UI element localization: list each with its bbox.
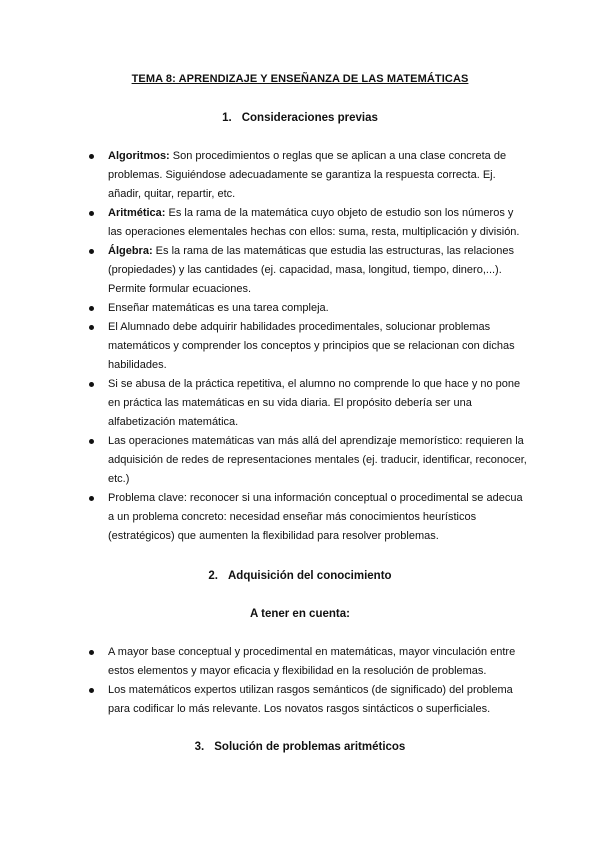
bullet-icon (89, 382, 94, 387)
list-item-text: Las operaciones matemáticas van más allá del aprendizaje memorístico: requieren la adquisición de redes de representaciones mentales (ej. traducir, identificar, reconocer, etc.) (108, 435, 527, 485)
list-item-term: Aritmética: (108, 207, 166, 219)
section-3-title: Solución de problemas aritméticos (214, 741, 406, 753)
section-2-title: Adquisición del conocimiento (228, 570, 392, 582)
list-item-term: Álgebra: (108, 245, 153, 257)
list-item-text: Es la rama de la matemática cuyo objeto de estudio son los números y las operaciones elementales hechas con ellos: suma, resta, multiplicación y división. (108, 207, 520, 238)
section-1-number: 1. (222, 112, 232, 124)
list-item (89, 643, 529, 681)
list-item (89, 147, 529, 204)
list-item (89, 204, 529, 242)
list-item (89, 299, 529, 318)
section-2-subtitle (0, 608, 600, 620)
section-2-number: 2. (208, 570, 218, 582)
bullet-icon (89, 650, 94, 655)
list-item (89, 375, 529, 432)
list-item-text: El Alumnado debe adquirir habilidades procedimentales, solucionar problemas matemáticos y comprender los conceptos y principios que se relacionan con dichas habilidades. (108, 321, 515, 371)
list-item-text: Enseñar matemáticas es una tarea compleja. (108, 302, 329, 314)
section-3-number: 3. (194, 741, 205, 753)
list-item (89, 489, 529, 546)
list-item (89, 681, 529, 719)
section-2-heading (0, 570, 600, 582)
document-title (0, 73, 600, 85)
section-2-subtitle-text: A tener en cuenta: (250, 608, 350, 620)
bullet-icon (89, 688, 94, 693)
bullet-icon (89, 496, 94, 501)
list-item-text: Es la rama de las matemáticas que estudia las estructuras, las relaciones (propiedades) y las cantidades (ej. capacidad, masa, longitud, tiempo, dinero,...). Permite formular ecuaciones. (108, 245, 514, 295)
list-item-text: Son procedimientos o reglas que se aplican a una clase concreta de problemas. Siguiéndose adecuadamente se garantiza la respuesta correcta. Ej. añadir, quitar, repartir, etc. (108, 150, 507, 200)
list-item (89, 242, 529, 299)
document-title-text: TEMA 8: APRENDIZAJE Y ENSEÑANZA DE LAS MATEMÁTICAS (131, 73, 469, 85)
section-2-list (89, 643, 529, 719)
section-3-heading (0, 741, 600, 753)
section-1-list (89, 147, 529, 546)
bullet-icon (89, 325, 94, 330)
list-item-text: A mayor base conceptual y procedimental en matemáticas, mayor vinculación entre estos elementos y mayor eficacia y flexibilidad en la resolución de problemas. (108, 646, 516, 677)
list-item-term: Algoritmos: (108, 150, 170, 162)
bullet-icon (89, 306, 94, 311)
section-1-heading (0, 112, 600, 124)
list-item-text: Problema clave: reconocer si una información conceptual o procedimental se adecua a un problema concreto: necesidad enseñar más conocimientos heurísticos (estratégicos) que aumenten la flexibilidad para resolver problemas. (108, 492, 523, 542)
list-item (89, 432, 529, 489)
list-item-text: Si se abusa de la práctica repetitiva, el alumno no comprende lo que hace y no pone en práctica las matemáticas en su vida diaria. El propósito debería ser una alfabetización matemática. (108, 378, 521, 428)
bullet-icon (89, 249, 94, 254)
list-item (89, 318, 529, 375)
bullet-icon (89, 211, 94, 216)
bullet-icon (89, 154, 94, 159)
section-1-title: Consideraciones previas (241, 112, 378, 124)
list-item-text: Los matemáticos expertos utilizan rasgos semánticos (de significado) del problema para codificar lo más relevante. Los novatos rasgos sintácticos o superficiales. (108, 684, 513, 715)
bullet-icon (89, 439, 94, 444)
